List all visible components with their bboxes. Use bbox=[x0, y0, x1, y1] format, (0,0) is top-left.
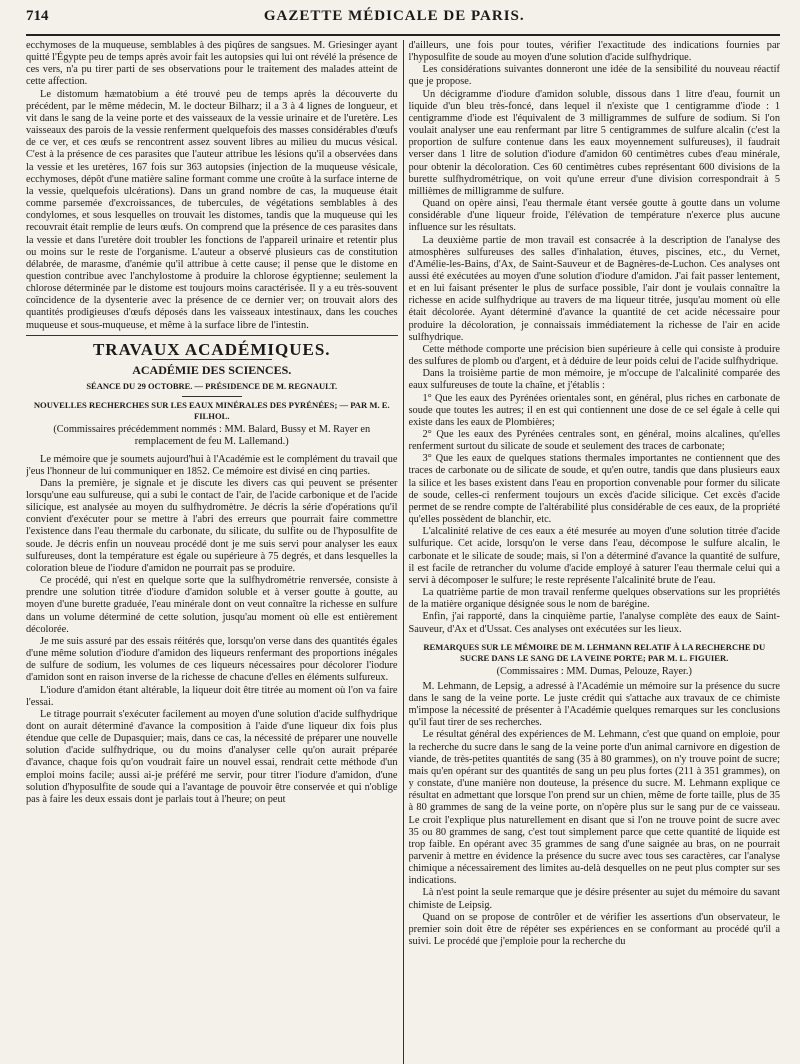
article-title: NOUVELLES RECHERCHES SUR LES EAUX MINÉRALES DES PYRÉNÉES; — PAR M. E. FILHOL. bbox=[33, 400, 390, 422]
paragraph: L'alcalinité relative de ces eaux a été mesurée au moyen d'une solution titrée d'acide sulfurique. Cet acide, lorsqu'on le verse dans l'eau, décompose le sulfure alcalin, le carbonate et le silicate de soude; mais, si l'on a déterminé d'avance la quantité de sulfure, il est facile de retrancher du volume d'acide employé à saturer l'eau thermale celui qui a servi à décomposer le sulfure; le reste représente l'alcalinité brute de l'eau. bbox=[408, 526, 780, 586]
paragraph: M. Lehmann, de Lepsig, a adressé à l'Académie un mémoire sur la présence du sucre dans le sang de la veine porte. Le juste crédit qui s'attache aux travaux de ce chimiste m'impose la nécessité de présenter à l'Académie quelques remarques sur les conclusions qu'il faut tirer de ses recherches. bbox=[408, 680, 780, 729]
list-item: 1° Que les eaux des Pyrénées orientales sont, en général, plus riches en carbonate de soude que toutes les autres; il en est qui contiennent une dose de ce sel égale à celle qui existe dans les eaux de Plombières; bbox=[408, 392, 780, 428]
left-column bbox=[26, 40, 398, 1064]
divider bbox=[152, 359, 272, 360]
paragraph: Le titrage pourrait s'exécuter facilement au moyen d'une solution d'acide sulfhydrique dont on aurait déterminé d'avance la composition à l'aide d'une liqueur dix fois plus étendue que celle de Dupasquier; mais, dans ce cas, la nécessité de préparer une nouvelle solution d'acide sulfhydrique, ou du moins d'analyser celle qu'on aurait préparée d'avance, chaque fois qu'on voudrait faire un nouvel essai, rendrait cette méthode d'un emploi moins facile; aussi ai-je préféré me servir, pour titrer l'iodure d'amidon, d'une solution d'hyposulfite de soude qui a l'avantage de pouvoir être conservée et qui n'oblige pas à faire les deux essais dont je parlais tout à l'heure; on peut bbox=[26, 708, 398, 805]
paragraph: Un décigramme d'iodure d'amidon soluble, dissous dans 1 litre d'eau, fournit un liquide d'un bleu très-foncé, dans lequel il n'existe que 1 centigramme d'iode : 1 centigramme d'iode est l'équivalent de 3 milligrammes de sulfure de sodium. Si l'on voulait analyser une eau renfermant par litre 5 centigrammes de sulfure alcalin (c'est la proportion de sulfure contenue dans les eaux moyennement sulfureuses), il faudrait verser dans 1 litre de solution d'iodure d'amidon 60 centimètres cubes d'eau minérale, pour obtenir la décoloration. Ces 60 centimètres cubes représentant 600 divisions de la burette sulfhydrométrique, on voit qu'une erreur d'une division correspondrait à 5 millièmes de milligramme de sulfure. bbox=[408, 88, 780, 197]
paragraph: Quand on se propose de contrôler et de vérifier les assertions d'un observateur, le premier soin doit être de répéter ses expériences en se conformant au procédé qu'il a suivi. Le procédé que j'emploie pour la recherche du bbox=[408, 911, 780, 948]
paragraph: Le distomum hæmatobium a été trouvé peu de temps après la découverte du précédent, par le même médecin, M. le docteur Bilharz; il a 3 à 4 lignes de longueur, et vit dans le sang de la veine porte et des vaisseaux de la vessie urinaire et de l'uretère. Les vaisseaux des parois de la vessie renferment quelquefois des masses considérables d'œufs de ce ver, et ces œufs se rencontrent assez souvent libres au milieu du mucus vésical. C'est à la présence de ces parasites que l'auteur attribue les lésions qu'il a observées dans la vessie et les uretères, 167 fois sur 363 autopsies (injection de la muqueuse vésicale, ecchymoses, dépôt d'une matière saline formant comme une croûte à la surface interne de la vessie, quelquefois ulcérations). Dans un grand nombre de cas, la muqueuse était comme parsemée d'excroissances, de tubercules, de végétations semblables à des condylomes, et sous lesquelles on trouvait les distomes, tandis que la muqueuse qui les recouvrait était remplie de leurs œufs. On comprend que la présence de ces parasites dans la vessie et dans l'uretère doit troubler les fonctions de l'appareil urinaire et retentir plus ou moins sur le reste de l'organisme. L'auteur a observé plusieurs cas de constitution délabrée, de marasme, d'anémie qu'il attribue à cette cause; il pense que le distome en question contribue avec l'anchylostome à produire la chlorose égyptienne; seulement la chlorose déterminée par le distome est toujours moins caractérisée. Il y a eu très-souvent coïncidence de la dysenterie avec la présence de ce dernier ver; on trouvait alors des quantités prodigieuses d'œufs déposés dans les vaisseaux intestinaux, dans les couches muqueuse et sous-muqueuse, et même à la surface libre de l'intestin. bbox=[26, 88, 398, 331]
page-header bbox=[26, 8, 780, 36]
columns bbox=[26, 40, 780, 1064]
paragraph: Dans la première, je signale et je discute les divers cas qui peuvent se présenter lorsqu'une eau sulfureuse, qui a subi le contact de l'air, de l'acide carbonique et de l'acide silicique, est analysée au moyen du sulfhydromètre. Je décris la série d'opérations qu'il convient d'exécuter pour se mettre à l'abri des erreurs que pourrait faire commettre l'existence dans l'eau thermale du carbonate, du silicate, du sulfite ou de l'hyposulfite de soude. Je décris enfin un nouveau procédé dont je me suis servi pour analyser les eaux sulfureuses, dont la température est égale ou supérieure à 75 degrés, et dans lesquelles la coloration bleue de l'iodure d'amidon ne pourrait pas se produire. bbox=[26, 477, 398, 574]
paragraph: Je me suis assuré par des essais réitérés que, lorsqu'on verse dans des quantités égales d'une même solution d'iodure d'amidon des liqueurs renfermant des proportions inégales de sulfure de sodium, les volumes de ces liqueurs nécessaires pour décolorer l'iodure d'amidon sont en raison inverse de la richesse de chacune d'elles en éléments sulfureux. bbox=[26, 635, 398, 684]
list-item: 2° Que les eaux des Pyrénées centrales sont, en général, moins alcalines, qu'elles renferment surtout du silicate de soude et seulement des traces de carbonate; bbox=[408, 429, 780, 453]
paragraph: La deuxième partie de mon travail est consacrée à la description de l'analyse des atmosphères sulfureuses des salles d'inhalation, étuves, piscines, etc., du Vernet, d'Amélie-les-Bains, d'Ax, de Saint-Sauveur et de Bagnères-de-Luchon. Ces analyses ont aussi été exécutées au moyen d'une solution d'iodure d'amidon. J'ai fait passer lentement, et en lui faisant présenter le plus de surface possible, l'air dont je voulais connaître la richesse en acide sulfhydrique au travers de ma liqueur titrée, jusqu'au moment où elle était décolorée. Ayant déterminé d'avance la quantité de cet acide nécessaire pour produire la décoloration, je connaissais immédiatement la richesse de l'air en acide sulfhydrique. bbox=[408, 234, 780, 343]
paragraph: Dans la troisième partie de mon mémoire, je m'occupe de l'alcalinité comparée des eaux sulfureuses de toute la chaîne, et j'établis : bbox=[408, 368, 780, 392]
divider bbox=[26, 335, 398, 336]
paragraph: Les considérations suivantes donneront une idée de la sensibilité du nouveau réactif que je propose. bbox=[408, 64, 780, 88]
page-number: 714 bbox=[26, 8, 49, 24]
commissaires: (Commissaires précédemment nommés : MM. Balard, Bussy et M. Rayer en remplacement de feu M. Lallemand.) bbox=[53, 424, 371, 448]
list-item: 3° Que les eaux de quelques stations thermales importantes ne contiennent que des traces de carbonate ou de silicate de soude, et qu'en outre, tandis que dans plusieurs eaux la silice et les bases existent dans l'eau en proportion convenable pour former du silicate de soude, celles-ci renferment toujours un excès d'acide silicique. Cet excès d'acide permet de se rendre compte de l'altérabilité plus considérable de ces eaux, de la propriété qu'elles possèdent de blanchir, etc. bbox=[408, 453, 780, 526]
paragraph: Là n'est point la seule remarque que je désire présenter au sujet du mémoire du savant chimiste de Leipsig. bbox=[408, 887, 780, 911]
seance-heading: SÉANCE DU 29 OCTOBRE. — PRÉSIDENCE DE M. REGNAULT. bbox=[86, 381, 338, 392]
paragraph: Enfin, j'ai rapporté, dans la cinquième partie, l'analyse complète des eaux de Saint-Sauveur, d'Ax et d'Ussat. Ces analyses ont exécutées sur les lieux. bbox=[408, 611, 780, 635]
paragraph: Le résultat général des expériences de M. Lehmann, c'est que quand on emploie, pour la recherche du sucre dans le sang de la veine porte d'un animal carnivore en digestion de viande, de très-petites quantités de sang (35 à 80 grammes), on n'y trouve point de sucre; mais qu'en opérant sur des quantités de sang un peu plus fortes (211 à 351 grammes), on y constate, d'une manière non douteuse, la présence du sucre. M. Lehmann explique ce résultat en admettant que lorsque l'on prend sur un chien, même de forte taille, plus de 35 à 80 grammes de sang de la veine porte, on n'opère plus sur le sang pur de ce vaisseau. Le croit l'explique plus naturellement en disant que si l'on ne trouve point de sucre avec 35 ou 80 grammes de sang, c'est tout simplement parce que cette quantité de liquide est trop faible. En opérant avec 35 grammes de sang d'une saignée au bras, on ne pourrait parvenir à mettre en évidence la présence du sucre avec tous ses caractères, car l'analyse chimique a nécessairement des limites au-delà desquelles on ne peut plus compter sur ses indications. bbox=[408, 729, 780, 887]
paragraph: ecchymoses de la muqueuse, semblables à des piqûres de sangsues. M. Griesinger ayant quitté l'Égypte peu de temps après avoir fait les autopsies qui lui ont révélé la présence de ces vers, n'a pu tirer parti de ses observations pour le traitement des malades atteint de cette affection. bbox=[26, 40, 398, 88]
article-title: REMARQUES SUR LE MÉMOIRE DE M. LEHMANN RELATIF À LA RECHERCHE DU SUCRE DANS LE SANG DE LA VEINE PORTE; PAR M. L. FIGUIER. bbox=[423, 641, 766, 663]
paragraph: Cette méthode comporte une précision bien supérieure à celle qui consiste à produire des sulfures de plomb ou d'argent, et à déduire de leur poids celui de l'acide sulfhydrique. bbox=[408, 343, 780, 368]
academy-heading: ACADÉMIE DES SCIENCES. bbox=[132, 362, 292, 377]
paragraph: Quand on opère ainsi, l'eau thermale étant versée goutte à goutte dans un volume considérable d'une liqueur froide, l'élévation de température n'exerce plus aucune influence sur les résultats. bbox=[408, 198, 780, 234]
paragraph: L'iodure d'amidon étant altérable, la liqueur doit être titrée au moment où l'on va faire l'essai. bbox=[26, 684, 398, 708]
paragraph: La quatrième partie de mon travail renferme quelques observations sur les propriétés de la matière organique désignée sous le nom de barégine. bbox=[408, 587, 780, 611]
journal-title: GAZETTE MÉDICALE DE PARIS. bbox=[263, 8, 525, 24]
column-rule bbox=[403, 40, 404, 1064]
section-title: TRAVAUX ACADÉMIQUES. bbox=[92, 339, 331, 359]
paragraph: Ce procédé, qui n'est en quelque sorte que la sulfhydrométrie renversée, consiste à prendre une solution titrée d'iodure d'amidon soluble et à verser goutte à goutte, au moyen d'une burette graduée, l'eau minérale dont on veut connaître la richesse en sulfure dans un volume déterminé de cette solution, jusqu'au moment où elle est entièrement décolorée. bbox=[26, 575, 398, 635]
commissaires: (Commissaires : MM. Dumas, Pelouze, Rayer.) bbox=[496, 665, 692, 677]
right-column bbox=[409, 40, 781, 1064]
paragraph: Le mémoire que je soumets aujourd'hui à l'Académie est le complément du travail que j'eus l'honneur de lui communiquer en 1852. Ce mémoire est divisé en cinq parties. bbox=[26, 453, 398, 477]
divider bbox=[182, 396, 242, 397]
paragraph: d'ailleurs, une fois pour toutes, vérifier l'exactitude des indications fournies par l'hyposulfite de soude au moyen d'une solution d'acide sulfhydrique. bbox=[408, 40, 780, 64]
